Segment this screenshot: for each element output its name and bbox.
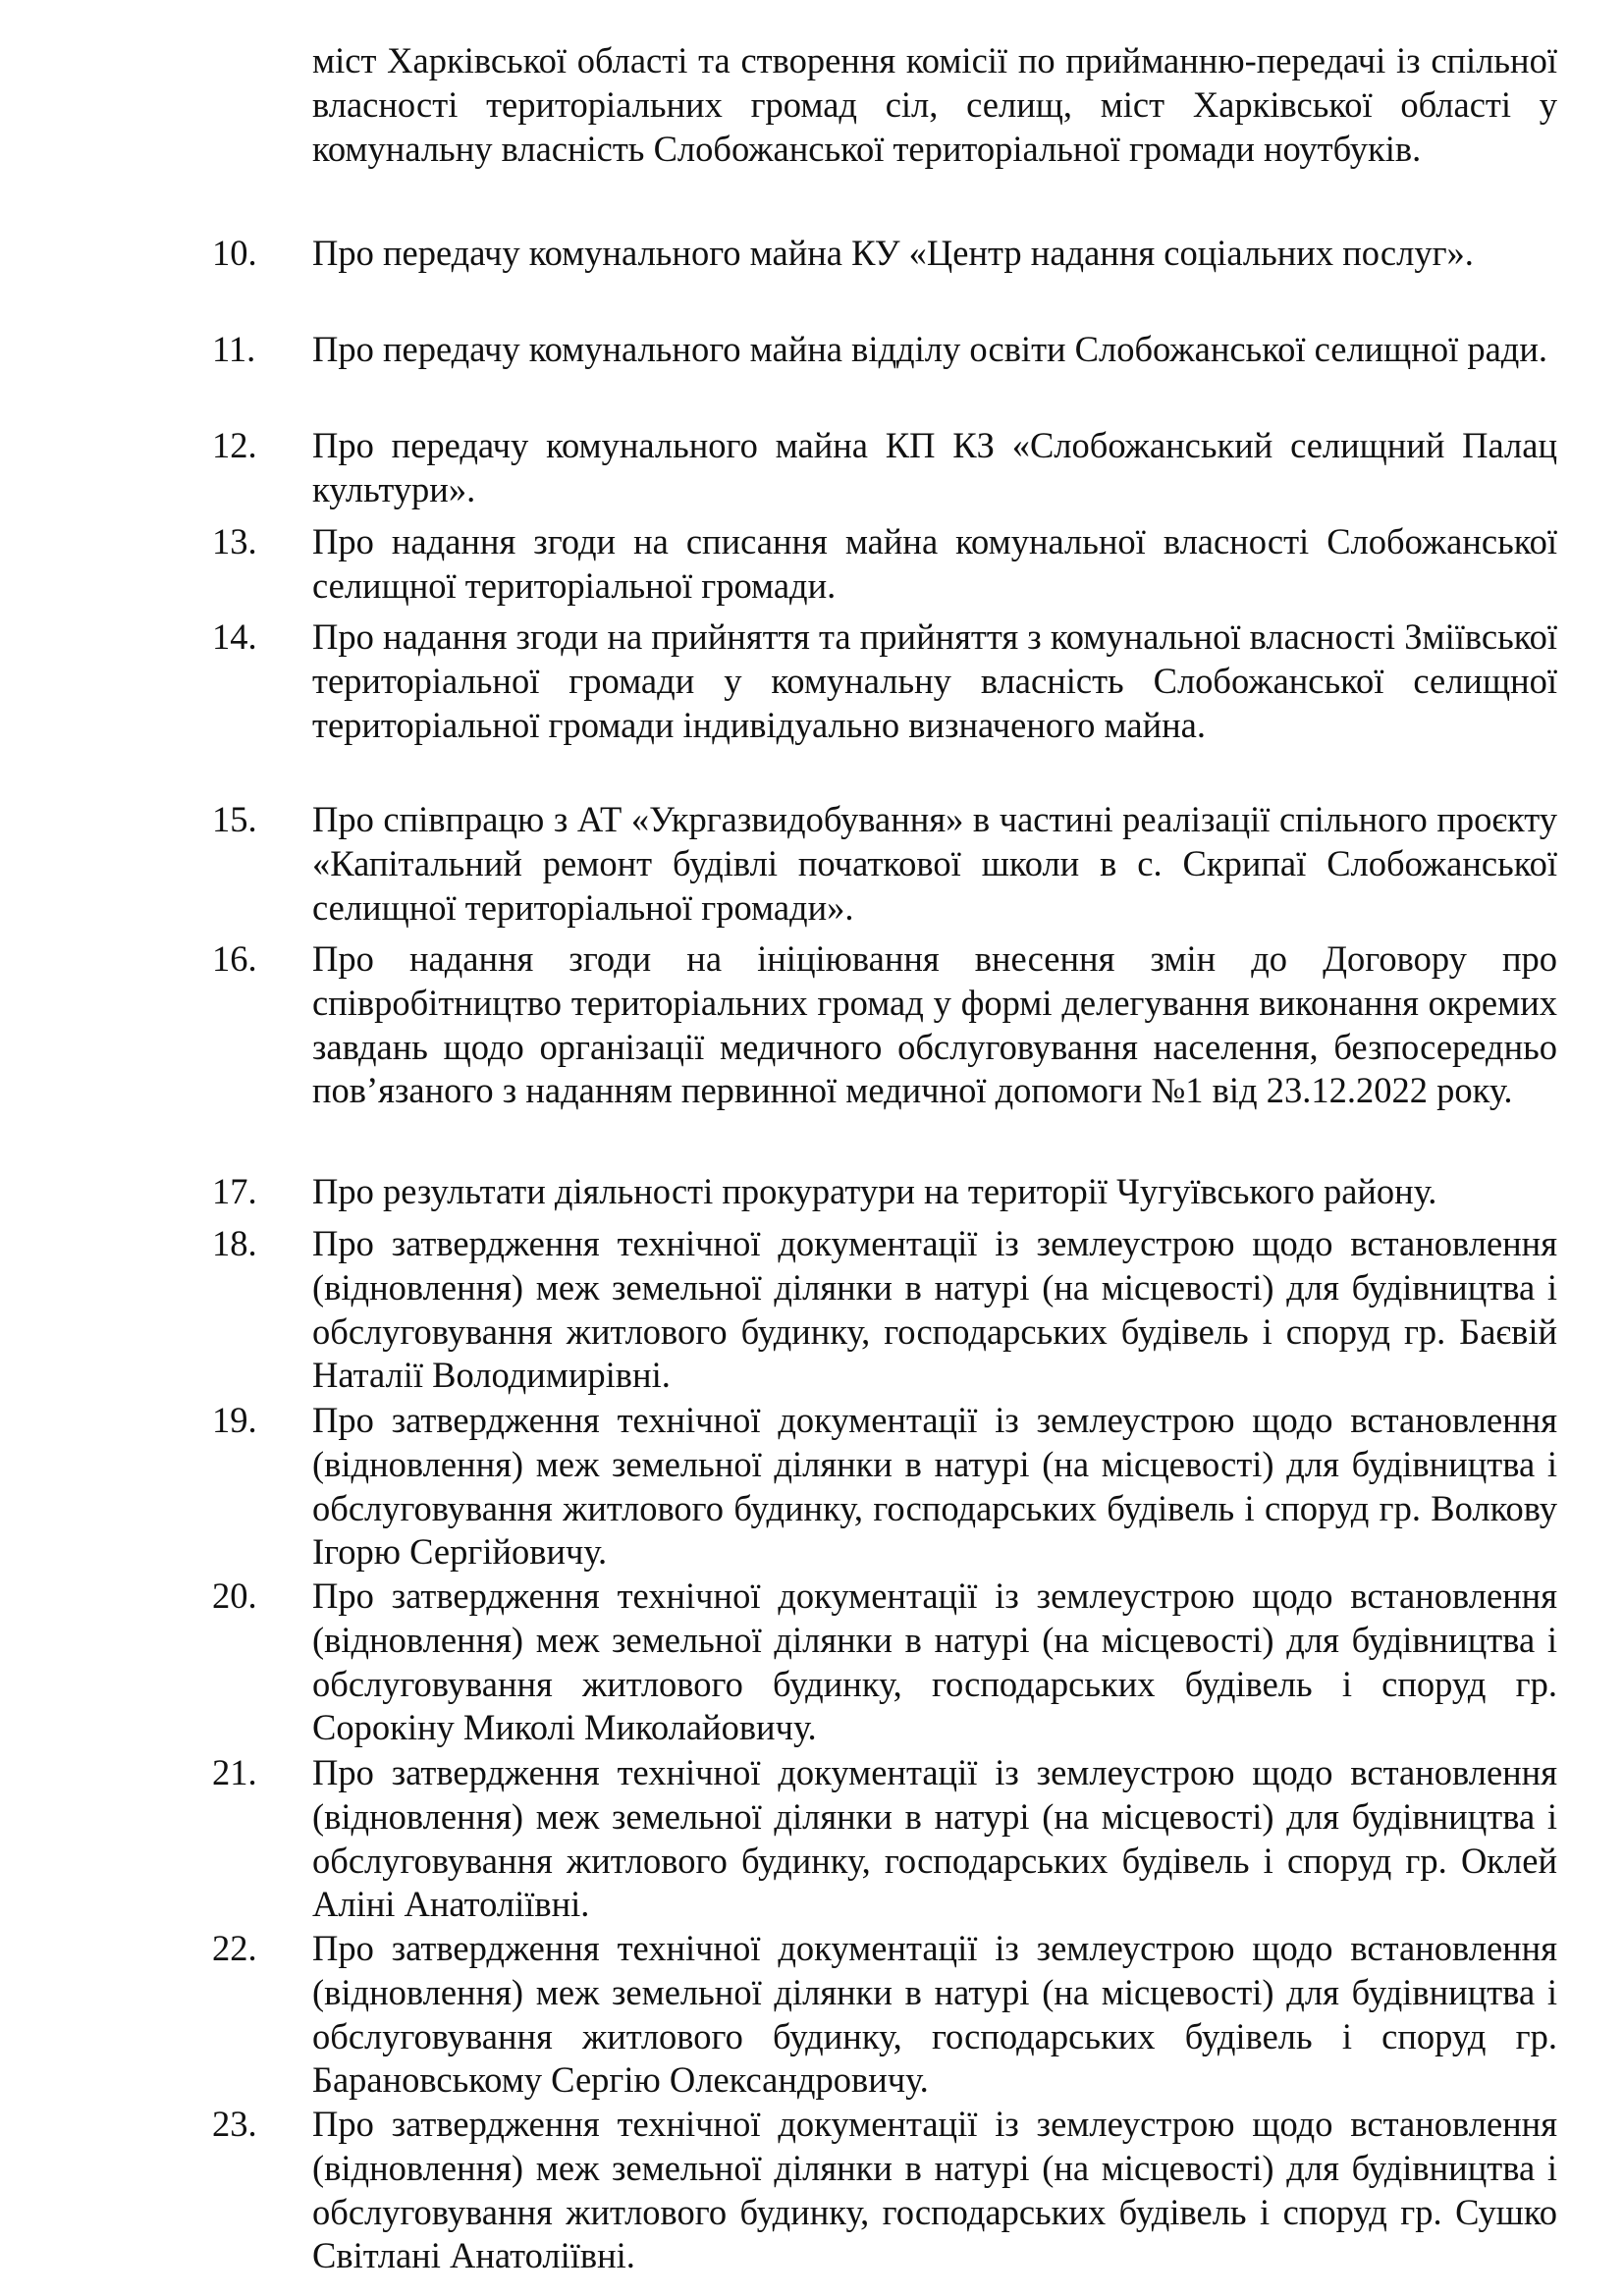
item-text: Про затвердження технічної документації із землеустрою щодо встановлення (відновлення) меж земельної ділянки в натурі (на місцевості) для будівництва і обслуговування житлового будинку, господарських будівель і споруд гр. Оклей Аліні Анатоліївні. <box>312 1752 1557 1925</box>
item-number: 14. <box>212 616 257 657</box>
item-number: 10. <box>212 233 257 273</box>
item-number: 13. <box>212 521 257 561</box>
item-text: Про результати діяльності прокуратури на території Чугуївського району. <box>312 1171 1437 1211</box>
item-text: Про співпрацю з АТ «Укргазвидобування» в частині реалізації спільного проєкту «Капітальний ремонт будівлі початкової школи в с. Скрипаї Слобожанської селищної територіальної громади». <box>312 799 1557 928</box>
item-text: Про надання згоди на ініціювання внесення змін до Договору про співробітництво територіальних громад у формі делегування виконання окремих завдань щодо організації медичного обслуговування населення, безпосередньо пов’язаного з наданням первинної медичної допомоги №1 від 23.12.2022 року. <box>312 938 1557 1111</box>
item-text: Про надання згоди на прийняття та прийняття з комунальної власності Зміївської територіальної громади у комунальну власність Слобожанської селищної територіальної громади індивідуально визначеного майна. <box>312 616 1557 745</box>
item-text: Про надання згоди на списання майна комунальної власності Слобожанської селищної територіальної громади. <box>312 521 1557 606</box>
item-number: 17. <box>212 1171 257 1211</box>
item-number: 19. <box>212 1400 257 1440</box>
item-number: 18. <box>212 1223 257 1263</box>
item-number: 21. <box>212 1752 257 1792</box>
item-number: 15. <box>212 799 257 839</box>
item-text: Про передачу комунального майна відділу освіти Слобожанської селищної ради. <box>312 329 1548 369</box>
item-text: Про передачу комунального майна КП КЗ «Слобожанський селищний Палац культури». <box>312 425 1557 509</box>
item-text: Про затвердження технічної документації із землеустрою щодо встановлення (відновлення) меж земельної ділянки в натурі (на місцевості) для будівництва і обслуговування житлового будинку, господарських будівель і споруд гр. Баєвій Наталії Володимирівні. <box>312 1223 1557 1396</box>
item-text: Про затвердження технічної документації із землеустрою щодо встановлення (відновлення) меж земельної ділянки в натурі (на місцевості) для будівництва і обслуговування житлового будинку, господарських будівель і споруд гр. Волкову Ігорю Сергійовичу. <box>312 1400 1557 1573</box>
item-number: 11. <box>212 329 256 369</box>
item-number: 12. <box>212 425 257 465</box>
item-text: Про затвердження технічної документації із землеустрою щодо встановлення (відновлення) меж земельної ділянки в натурі (на місцевості) для будівництва і обслуговування житлового будинку, господарських будівель і споруд гр. Сушко Світлані Анатоліївні. <box>312 2104 1557 2276</box>
item-text: Про затвердження технічної документації із землеустрою щодо встановлення (відновлення) меж земельної ділянки в натурі (на місцевості) для будівництва і обслуговування житлового будинку, господарських будівель і споруд гр. Барановському Сергію Олександровичу. <box>312 1928 1557 2101</box>
continuation-paragraph: міст Харківської області та створення комісії по прийманню-передачі із спільної власності територіальних громад сіл, селищ, міст Харківської області у комунальну власність Слобожанської територіальної громади ноутбуків. <box>312 40 1557 169</box>
item-number: 23. <box>212 2104 257 2144</box>
item-text: Про передачу комунального майна КУ «Центр надання соціальних послуг». <box>312 233 1474 273</box>
item-number: 16. <box>212 938 257 979</box>
item-text: Про затвердження технічної документації із землеустрою щодо встановлення (відновлення) меж земельної ділянки в натурі (на місцевості) для будівництва і обслуговування житлового будинку, господарських будівель і споруд гр. Сорокіну Миколі Миколайовичу. <box>312 1575 1557 1748</box>
item-number: 22. <box>212 1928 257 1968</box>
item-number: 20. <box>212 1575 257 1616</box>
